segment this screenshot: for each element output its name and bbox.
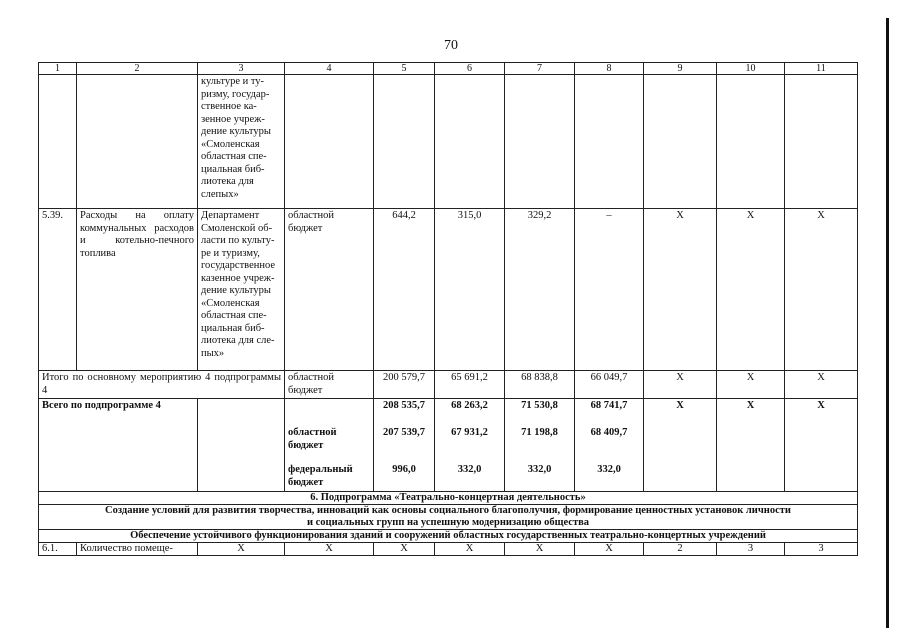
amount-total: 644,2 (374, 209, 435, 371)
text-line: циальная биб- (201, 163, 265, 175)
funding-source-regional: областной бюджет (288, 427, 337, 451)
col-header: 8 (575, 63, 644, 75)
cell: Х (435, 543, 505, 556)
cell: 3 (785, 543, 858, 556)
vsego-label: Всего по подпрограмме 4 (39, 399, 198, 492)
col-header: 11 (785, 63, 858, 75)
indicator-2: Х (717, 209, 785, 371)
table-row-5-39 (39, 209, 858, 371)
section-goal-row (39, 505, 858, 530)
text-line: государственное (201, 260, 276, 271)
col-header: 2 (77, 63, 198, 75)
text-line: «Смоленская (201, 297, 260, 309)
text-line: областная спе- (201, 310, 267, 321)
indicator-3: Х (785, 399, 858, 492)
cell: 3 (717, 543, 785, 556)
amount-year3-stack (575, 399, 644, 492)
header-row (39, 63, 858, 75)
row-name: Расходы на оплату коммунальных расходов и котельно-печного топлива (77, 209, 198, 371)
text-line: областная спе- (201, 151, 267, 162)
col-header: 10 (717, 63, 785, 75)
text-line: лиотека для (201, 176, 254, 187)
cell: Х (505, 543, 575, 556)
program-table (38, 62, 858, 556)
table-row-6-1 (39, 543, 858, 556)
text-line: лиотека для сле- (201, 335, 275, 346)
section-task-row (39, 530, 858, 543)
text-line: слепых» (201, 188, 239, 200)
amount-total: 68 741,7 (590, 400, 628, 411)
indicator-3: Х (785, 209, 858, 371)
page-number: 70 (444, 38, 458, 53)
text-line: культуре и ту- (201, 76, 265, 87)
cell: Х (575, 543, 644, 556)
amount-federal: 332,0 (527, 464, 552, 475)
cell: Х (198, 543, 285, 556)
indicator-2: Х (717, 399, 785, 492)
amount-year1: 315,0 (435, 209, 505, 371)
col-header: 1 (39, 63, 77, 75)
amount-year2-stack (505, 399, 575, 492)
col-header: 5 (374, 63, 435, 75)
col-header: 7 (505, 63, 575, 75)
funding-sources (285, 399, 374, 492)
row-name: Количество помеще- (77, 543, 198, 556)
text-line: пых» (201, 347, 225, 359)
col-header: 6 (435, 63, 505, 75)
section-title-row (39, 492, 858, 505)
cell: 2 (644, 543, 717, 556)
indicator-2: Х (717, 371, 785, 399)
text-line: зенное учреж- (201, 113, 265, 125)
col-header: 4 (285, 63, 374, 75)
amount-year3: 66 049,7 (575, 371, 644, 399)
goal-line: Создание условий для развития творчества, инноваций как основы социального благополучия, формирование ценностных установок личности (105, 505, 791, 516)
amount-federal: 332,0 (597, 464, 621, 475)
amount-year3: – (575, 209, 644, 371)
cell: Х (285, 543, 374, 556)
indicator-1: Х (644, 371, 717, 399)
row-number: 6.1. (39, 543, 77, 556)
itogo-label: Итого по основному мероприятию 4 подпрограммы 4 (39, 371, 285, 399)
section-goal (39, 505, 858, 530)
funding-source: областной бюджет (285, 209, 374, 371)
text-line: дение культуры (201, 285, 271, 296)
col-header: 3 (198, 63, 285, 75)
amount-regional: 71 198,8 (521, 427, 558, 438)
text-line: ласти по культу- (201, 235, 275, 246)
table-row-continuation (39, 75, 858, 209)
amount-federal: 332,0 (457, 464, 482, 475)
amount-regional: 68 409,7 (590, 427, 628, 438)
amount-federal: 996,0 (392, 464, 416, 475)
executor-cell (198, 209, 285, 371)
col-header: 9 (644, 63, 717, 75)
section-task: Обеспечение устойчивого функционирования зданий и сооружений областных государственных театрально-концертных учреждений (39, 530, 858, 543)
amount-total: 68 263,2 (451, 400, 488, 411)
text-line: «Смоленская (201, 138, 260, 150)
amount-regional: 207 539,7 (383, 427, 425, 438)
amount-year1-stack (435, 399, 505, 492)
amount-regional: 67 931,2 (451, 427, 488, 438)
text-line: Департамент (201, 210, 260, 221)
table-row-vsego (39, 399, 858, 492)
amount-total: 200 579,7 (374, 371, 435, 399)
text-line: циальная биб- (201, 322, 265, 334)
amount-year2: 329,2 (505, 209, 575, 371)
amount-total: 208 535,7 (383, 400, 425, 411)
amount-total: 71 530,8 (521, 400, 558, 411)
text-line: Смоленской об- (201, 222, 273, 234)
text-line: казенное учреж- (201, 272, 275, 284)
funding-source-federal: федеральный бюджет (288, 464, 353, 488)
table-row-itogo (39, 371, 858, 399)
indicator-3: Х (785, 371, 858, 399)
text-line: ризму, государ- (201, 88, 270, 100)
row-number: 5.39. (39, 209, 77, 371)
amount-year1: 65 691,2 (435, 371, 505, 399)
executor-cell (198, 75, 285, 209)
goal-line: и социальных групп на успешную модернизацию общества (306, 517, 590, 528)
text-line: ре и туризму, (201, 247, 260, 259)
funding-source: областной бюджет (285, 371, 374, 399)
section-title: 6. Подпрограмма «Театрально-концертная деятельность» (39, 492, 858, 505)
text-line: дение культуры (201, 126, 271, 137)
indicator-1: Х (644, 399, 717, 492)
text-line: ственное ка- (201, 101, 257, 112)
cell: Х (374, 543, 435, 556)
amount-total-stack (374, 399, 435, 492)
amount-year2: 68 838,8 (505, 371, 575, 399)
page-edge-bar (886, 18, 889, 628)
indicator-1: Х (644, 209, 717, 371)
